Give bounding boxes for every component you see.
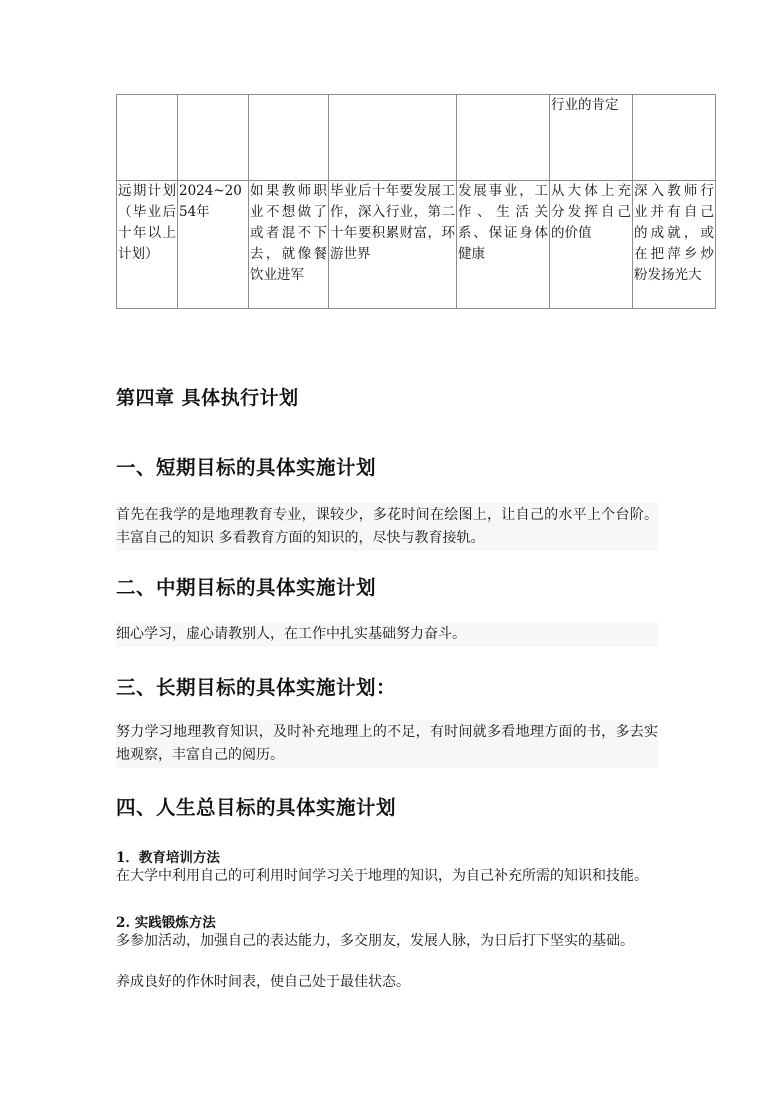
section-title-mid-term: 二、中期目标的具体实施计划 (116, 576, 377, 599)
method-text-practice: 多参加活动，加强自己的表达能力，多交朋友，发展人脉，为日后打下坚实的基础。 (116, 933, 634, 949)
method-title-education: 1．教育培训方法 (116, 850, 220, 866)
table-cell: 行业的肯定 (550, 95, 633, 181)
table-cell (329, 95, 457, 181)
career-plan-table (116, 94, 716, 309)
section-title-short-term: 一、短期目标的具体实施计划 (116, 456, 377, 479)
table-cell (178, 95, 249, 181)
table-row (117, 181, 716, 309)
method-title-practice: 2. 实践锻炼方法 (116, 915, 216, 931)
chapter-title: 第四章 具体执行计划 (116, 387, 299, 409)
table-row (117, 95, 716, 181)
table-cell: 发展事业，工作、生活关系、保证身体健康 (457, 181, 550, 309)
section-text-long-term: 努力学习地理教育知识，及时补充地理上的不足，有时间就多看地理方面的书，多去实地观察，丰富自己的阅历。 (116, 720, 658, 768)
table-cell (457, 95, 550, 181)
table-cell: 如果教师职业不想做了或者混不下去，就像餐饮业进军 (249, 181, 329, 309)
method-text-schedule: 养成良好的作休时间表，使自己处于最佳状态。 (116, 974, 410, 990)
section-title-long-term: 三、长期目标的具体实施计划： (116, 676, 397, 699)
table-cell-plan-name: 远期计划（毕业后十年以上计划） (117, 181, 178, 309)
table-cell (249, 95, 329, 181)
table-cell (117, 95, 178, 181)
section-title-life-goal: 四、人生总目标的具体实施计划 (116, 796, 397, 819)
table-cell (633, 95, 716, 181)
method-text-education: 在大学中利用自己的可利用时间学习关于地理的知识，为自己补充所需的知识和技能。 (116, 868, 648, 884)
section-text-mid-term: 细心学习，虚心请教别人，在工作中扎实基础努力奋斗。 (116, 622, 658, 647)
table-cell: 从大体上充分发挥自己的价值 (550, 181, 633, 309)
table-cell: 毕业后十年要发展工作，深入行业，第二十年要积累财富，环游世界 (329, 181, 457, 309)
section-text-short-term: 首先在我学的是地理教育专业，课较少，多花时间在绘图上，让自己的水平上个台阶。丰富自己的知识 多看教育方面的知识的，尽快与教育接轨。 (116, 503, 658, 551)
table-cell-period: 2024~2054年 (178, 181, 249, 309)
table-cell: 深入教师行业并有自己的成就，或在把萍乡炒粉发扬光大 (633, 181, 716, 309)
